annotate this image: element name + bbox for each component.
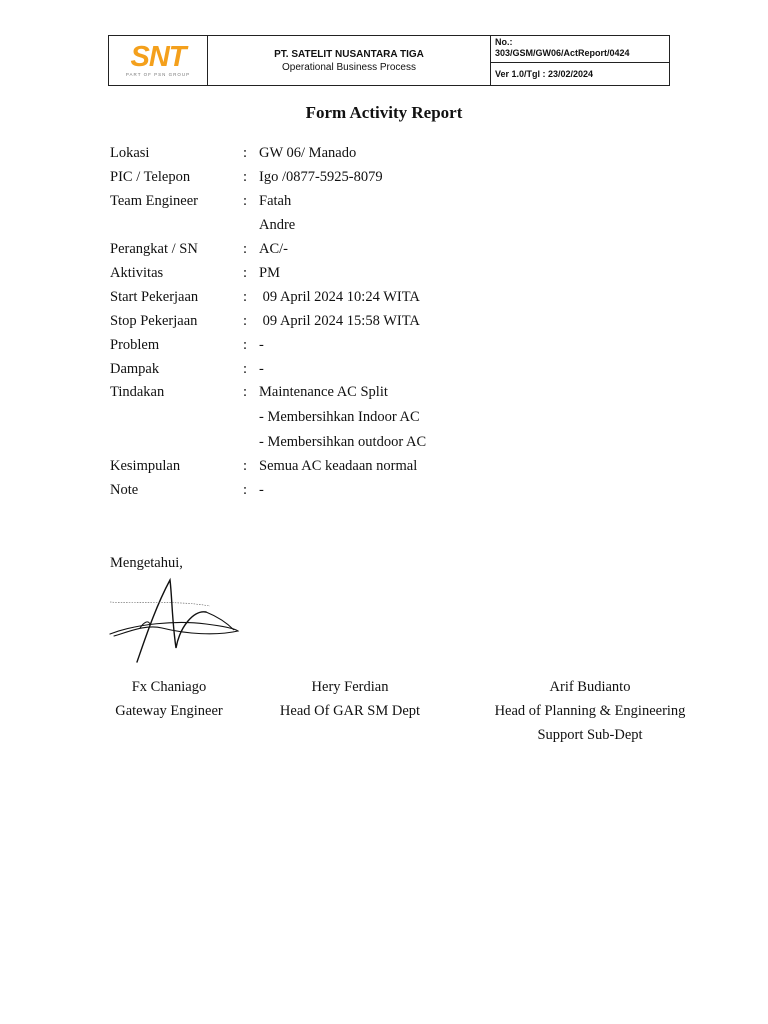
- field-label: Kesimpulan: [110, 458, 181, 474]
- signatory-role: Head of Planning & Engineering: [494, 703, 686, 719]
- handwritten-signature: [106, 576, 246, 668]
- field-colon: :: [243, 361, 248, 377]
- company-logo: [109, 36, 208, 85]
- field-label: Dampak: [110, 361, 160, 377]
- process-name: Operational Business Process: [282, 61, 416, 73]
- field-label: Tindakan: [110, 384, 165, 400]
- field-value: - Membersihkan outdoor AC: [259, 434, 427, 450]
- acknowledge-label: Mengetahui,: [110, 555, 183, 571]
- field-colon: :: [243, 193, 248, 209]
- logo-tagline: PART OF PSN GROUP: [125, 72, 191, 77]
- field-value: 09 April 2024 15:58 WITA: [259, 313, 420, 329]
- field-label: Stop Pekerjaan: [110, 313, 198, 329]
- doc-version: Ver 1.0/Tgl : 23/02/2024: [495, 69, 594, 79]
- signatory-name: Hery Ferdian: [311, 679, 389, 695]
- field-value: PM: [259, 265, 280, 281]
- field-colon: :: [243, 313, 248, 329]
- field-colon: :: [243, 289, 248, 305]
- signatory-3: [474, 675, 706, 747]
- signatory-role: Head Of GAR SM Dept: [279, 703, 421, 719]
- field-label: Aktivitas: [110, 265, 164, 281]
- field-value: -: [259, 482, 264, 498]
- doc-number: [491, 36, 669, 63]
- doc-number-label: No.:: [495, 37, 513, 47]
- company-cell: [208, 36, 491, 85]
- signatory-2: [260, 675, 440, 723]
- field-label: Lokasi: [110, 145, 150, 161]
- signatory-1: [94, 675, 244, 723]
- field-value: Andre: [259, 217, 296, 233]
- page-title: Form Activity Report: [305, 103, 463, 122]
- field-colon: :: [243, 169, 248, 185]
- field-label: Perangkat / SN: [110, 241, 198, 257]
- field-value: AC/-: [259, 241, 288, 257]
- company-name: PT. SATELIT NUSANTARA TIGA: [274, 48, 424, 60]
- field-label: Note: [110, 482, 139, 498]
- field-value: - Membersihkan Indoor AC: [259, 409, 420, 425]
- field-label: Team Engineer: [110, 193, 198, 209]
- field-value: Maintenance AC Split: [259, 384, 388, 400]
- field-value: GW 06/ Manado: [259, 145, 357, 161]
- document-header: [108, 35, 670, 86]
- field-label: Problem: [110, 337, 160, 353]
- field-colon: :: [243, 458, 248, 474]
- field-colon: :: [243, 145, 248, 161]
- signatory-role-line2: Support Sub-Dept: [537, 727, 643, 743]
- field-value: -: [259, 337, 264, 353]
- doc-info-cell: [491, 36, 669, 85]
- field-colon: :: [243, 384, 248, 400]
- field-value: Fatah: [259, 193, 292, 209]
- field-colon: :: [243, 337, 248, 353]
- field-colon: :: [243, 265, 248, 281]
- field-colon: :: [243, 482, 248, 498]
- signatory-name: Arif Budianto: [549, 679, 631, 695]
- field-label: Start Pekerjaan: [110, 289, 199, 305]
- field-colon: :: [243, 241, 248, 257]
- signatory-name: Fx Chaniago: [131, 679, 207, 695]
- signatory-role: Gateway Engineer: [115, 703, 223, 719]
- field-value: 09 April 2024 10:24 WITA: [259, 289, 420, 305]
- field-label: PIC / Telepon: [110, 169, 191, 185]
- field-value: Semua AC keadaan normal: [259, 458, 418, 474]
- field-value: Igo /0877-5925-8079: [259, 169, 383, 185]
- field-value: -: [259, 361, 264, 377]
- doc-number-value: 303/GSM/GW06/ActReport/0424: [495, 48, 630, 58]
- logo-wordmark: SNT: [130, 41, 186, 73]
